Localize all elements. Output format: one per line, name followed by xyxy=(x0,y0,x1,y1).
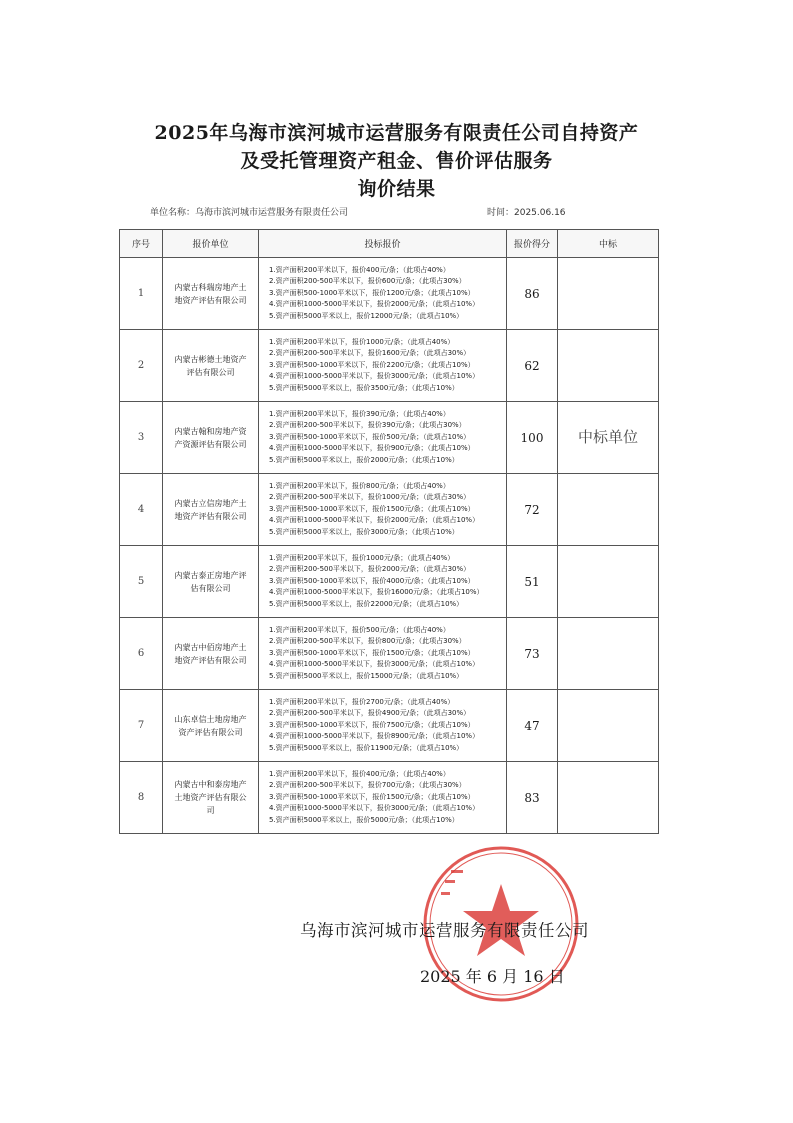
table-row xyxy=(120,690,659,762)
winner-mark xyxy=(558,690,659,762)
bidder-name: 内蒙古翰和房地产资产资源评估有限公司 xyxy=(163,402,259,474)
offer-line: 2.资产面积200-500平米以下，报价4900元/条；（此项占30%） xyxy=(269,709,471,718)
offer-details xyxy=(259,762,507,834)
offer-line: 2.资产面积200-500平米以下，报价800元/条；（此项占30%） xyxy=(269,637,466,646)
row-number: 3 xyxy=(120,402,163,474)
offer-line: 4.资产面积1000-5000平米以下，报价16000元/条；（此项占10%） xyxy=(269,588,484,597)
row-number: 7 xyxy=(120,690,163,762)
offer-line: 5.资产面积5000平米以上，报价5000元/条；（此项占10%） xyxy=(269,815,459,824)
offer-line: 2.资产面积200-500平米以下，报价2000元/条；（此项占30%） xyxy=(269,565,471,574)
offer-line: 2.资产面积200-500平米以下，报价1000元/条；（此项占30%） xyxy=(269,493,471,502)
table-row xyxy=(120,546,659,618)
offer-line: 5.资产面积5000平米以上，报价3000元/条；（此项占10%） xyxy=(269,527,459,536)
offer-details xyxy=(259,258,507,330)
offer-line: 1.资产面积200平米以下，报价2700元/条；（此项占40%） xyxy=(269,697,455,706)
document-title-line-3: 询价结果 xyxy=(357,178,436,200)
offer-line: 1.资产面积200平米以下，报价1000元/条；（此项占40%） xyxy=(269,337,455,346)
offer-line: 4.资产面积1000-5000平米以下，报价8900元/条；（此项占10%） xyxy=(269,732,480,741)
winner-mark xyxy=(558,762,659,834)
offer-line: 4.资产面积1000-5000平米以下，报价900元/条；（此项占10%） xyxy=(269,444,475,453)
unit-name-label: 单位名称：乌海市滨河城市运营服务有限责任公司 xyxy=(150,208,349,218)
offer-details xyxy=(259,330,507,402)
bidder-name: 内蒙古立信房地产土地资产评估有限公司 xyxy=(163,474,259,546)
row-number: 1 xyxy=(120,258,163,330)
score-value: 100 xyxy=(507,402,558,474)
offer-line: 1.资产面积200平米以下，报价390元/条；（此项占40%） xyxy=(269,409,450,418)
date-label: 时间：2025.06.16 xyxy=(487,208,566,218)
offer-line: 5.资产面积5000平米以上，报价3500元/条；（此项占10%） xyxy=(269,383,459,392)
row-number: 4 xyxy=(120,474,163,546)
offer-line: 3.资产面积500-1000平米以下，报价4000元/条；（此项占10%） xyxy=(269,576,475,585)
bidder-name: 内蒙古泰正房地产评估有限公司 xyxy=(163,546,259,618)
document-title-line-1: 2025年乌海市滨河城市运营服务有限责任公司自持资产 xyxy=(154,122,639,144)
header-offer: 投标报价 xyxy=(259,230,507,258)
score-value: 47 xyxy=(507,690,558,762)
score-value: 72 xyxy=(507,474,558,546)
offer-line: 3.资产面积500-1000平米以下，报价500元/条；（此项占10%） xyxy=(269,432,471,441)
offer-line: 5.资产面积5000平米以上，报价11900元/条；（此项占10%） xyxy=(269,743,464,752)
table-row xyxy=(120,330,659,402)
header-bidder: 报价单位 xyxy=(163,230,259,258)
score-value: 51 xyxy=(507,546,558,618)
offer-line: 3.资产面积500-1000平米以下，报价2200元/条；（此项占10%） xyxy=(269,360,475,369)
offer-line: 3.资产面积500-1000平米以下，报价1500元/条；（此项占10%） xyxy=(269,504,475,513)
row-number: 8 xyxy=(120,762,163,834)
offer-line: 1.资产面积200平米以下，报价400元/条；（此项占40%） xyxy=(269,769,450,778)
table-row xyxy=(120,762,659,834)
offer-details xyxy=(259,546,507,618)
signature-date: 2025 年 6 月 16 日 xyxy=(420,967,565,986)
offer-line: 2.资产面积200-500平米以下，报价390元/条；（此项占30%） xyxy=(269,421,466,430)
winner-mark xyxy=(558,258,659,330)
table-row xyxy=(120,258,659,330)
offer-line: 2.资产面积200-500平米以下，报价700元/条；（此项占30%） xyxy=(269,781,466,790)
winner-mark xyxy=(558,330,659,402)
winner-mark xyxy=(558,618,659,690)
offer-line: 1.资产面积200平米以下，报价1000元/条；（此项占40%） xyxy=(269,553,455,562)
document-title-line-2: 及受托管理资产租金、售价评估服务 xyxy=(240,150,553,172)
score-value: 73 xyxy=(507,618,558,690)
bidder-name: 内蒙古中佰房地产土地资产评估有限公司 xyxy=(163,618,259,690)
offer-line: 2.资产面积200-500平米以下，报价600元/条；（此项占30%） xyxy=(269,277,466,286)
offer-line: 4.资产面积1000-5000平米以下，报价2000元/条；（此项占10%） xyxy=(269,516,480,525)
header-no: 序号 xyxy=(120,230,163,258)
header-winner: 中标 xyxy=(558,230,659,258)
score-value: 83 xyxy=(507,762,558,834)
score-value: 62 xyxy=(507,330,558,402)
row-number: 5 xyxy=(120,546,163,618)
offer-line: 5.资产面积5000平米以上，报价22000元/条；（此项占10%） xyxy=(269,599,464,608)
bidder-name: 内蒙古科瑞房地产土地资产评估有限公司 xyxy=(163,258,259,330)
offer-line: 5.资产面积5000平米以上，报价12000元/条；（此项占10%） xyxy=(269,311,464,320)
row-number: 6 xyxy=(120,618,163,690)
offer-line: 3.资产面积500-1000平米以下，报价1200元/条；（此项占10%） xyxy=(269,288,475,297)
result-table xyxy=(119,229,659,834)
offer-line: 1.资产面积200平米以下，报价400元/条；（此项占40%） xyxy=(269,265,450,274)
row-number: 2 xyxy=(120,330,163,402)
offer-line: 4.资产面积1000-5000平米以下，报价3000元/条；（此项占10%） xyxy=(269,804,480,813)
bidder-name: 山东卓信土地房地产资产评估有限公司 xyxy=(163,690,259,762)
offer-line: 1.资产面积200平米以下，报价500元/条；（此项占40%） xyxy=(269,625,450,634)
offer-line: 2.资产面积200-500平米以下，报价1600元/条；（此项占30%） xyxy=(269,349,471,358)
offer-line: 5.资产面积5000平米以上，报价2000元/条；（此项占10%） xyxy=(269,455,459,464)
offer-details xyxy=(259,690,507,762)
bidder-name: 内蒙古中和泰房地产土地资产评估有限公司 xyxy=(163,762,259,834)
bidder-name: 内蒙古彬德土地资产评估有限公司 xyxy=(163,330,259,402)
header-score: 报价得分 xyxy=(507,230,558,258)
winner-mark: 中标单位 xyxy=(558,402,659,474)
score-value: 86 xyxy=(507,258,558,330)
offer-details xyxy=(259,402,507,474)
winner-mark xyxy=(558,546,659,618)
table-row xyxy=(120,474,659,546)
offer-details xyxy=(259,618,507,690)
table-row xyxy=(120,618,659,690)
offer-line: 5.资产面积5000平米以上，报价15000元/条；（此项占10%） xyxy=(269,671,464,680)
table-row xyxy=(120,402,659,474)
winner-mark xyxy=(558,474,659,546)
offer-line: 4.资产面积1000-5000平米以下，报价3000元/条；（此项占10%） xyxy=(269,372,480,381)
offer-line: 4.资产面积1000-5000平米以下，报价2000元/条；（此项占10%） xyxy=(269,300,480,309)
offer-line: 3.资产面积500-1000平米以下，报价1500元/条；（此项占10%） xyxy=(269,792,475,801)
offer-line: 4.资产面积1000-5000平米以下，报价3000元/条；（此项占10%） xyxy=(269,660,480,669)
offer-details xyxy=(259,474,507,546)
signer-company: 乌海市滨河城市运营服务有限责任公司 xyxy=(300,921,589,940)
offer-line: 3.资产面积500-1000平米以下，报价7500元/条；（此项占10%） xyxy=(269,720,475,729)
offer-line: 1.资产面积200平米以下，报价800元/条；（此项占40%） xyxy=(269,481,450,490)
table-header-row xyxy=(120,230,659,258)
offer-line: 3.资产面积500-1000平米以下，报价1500元/条；（此项占10%） xyxy=(269,648,475,657)
